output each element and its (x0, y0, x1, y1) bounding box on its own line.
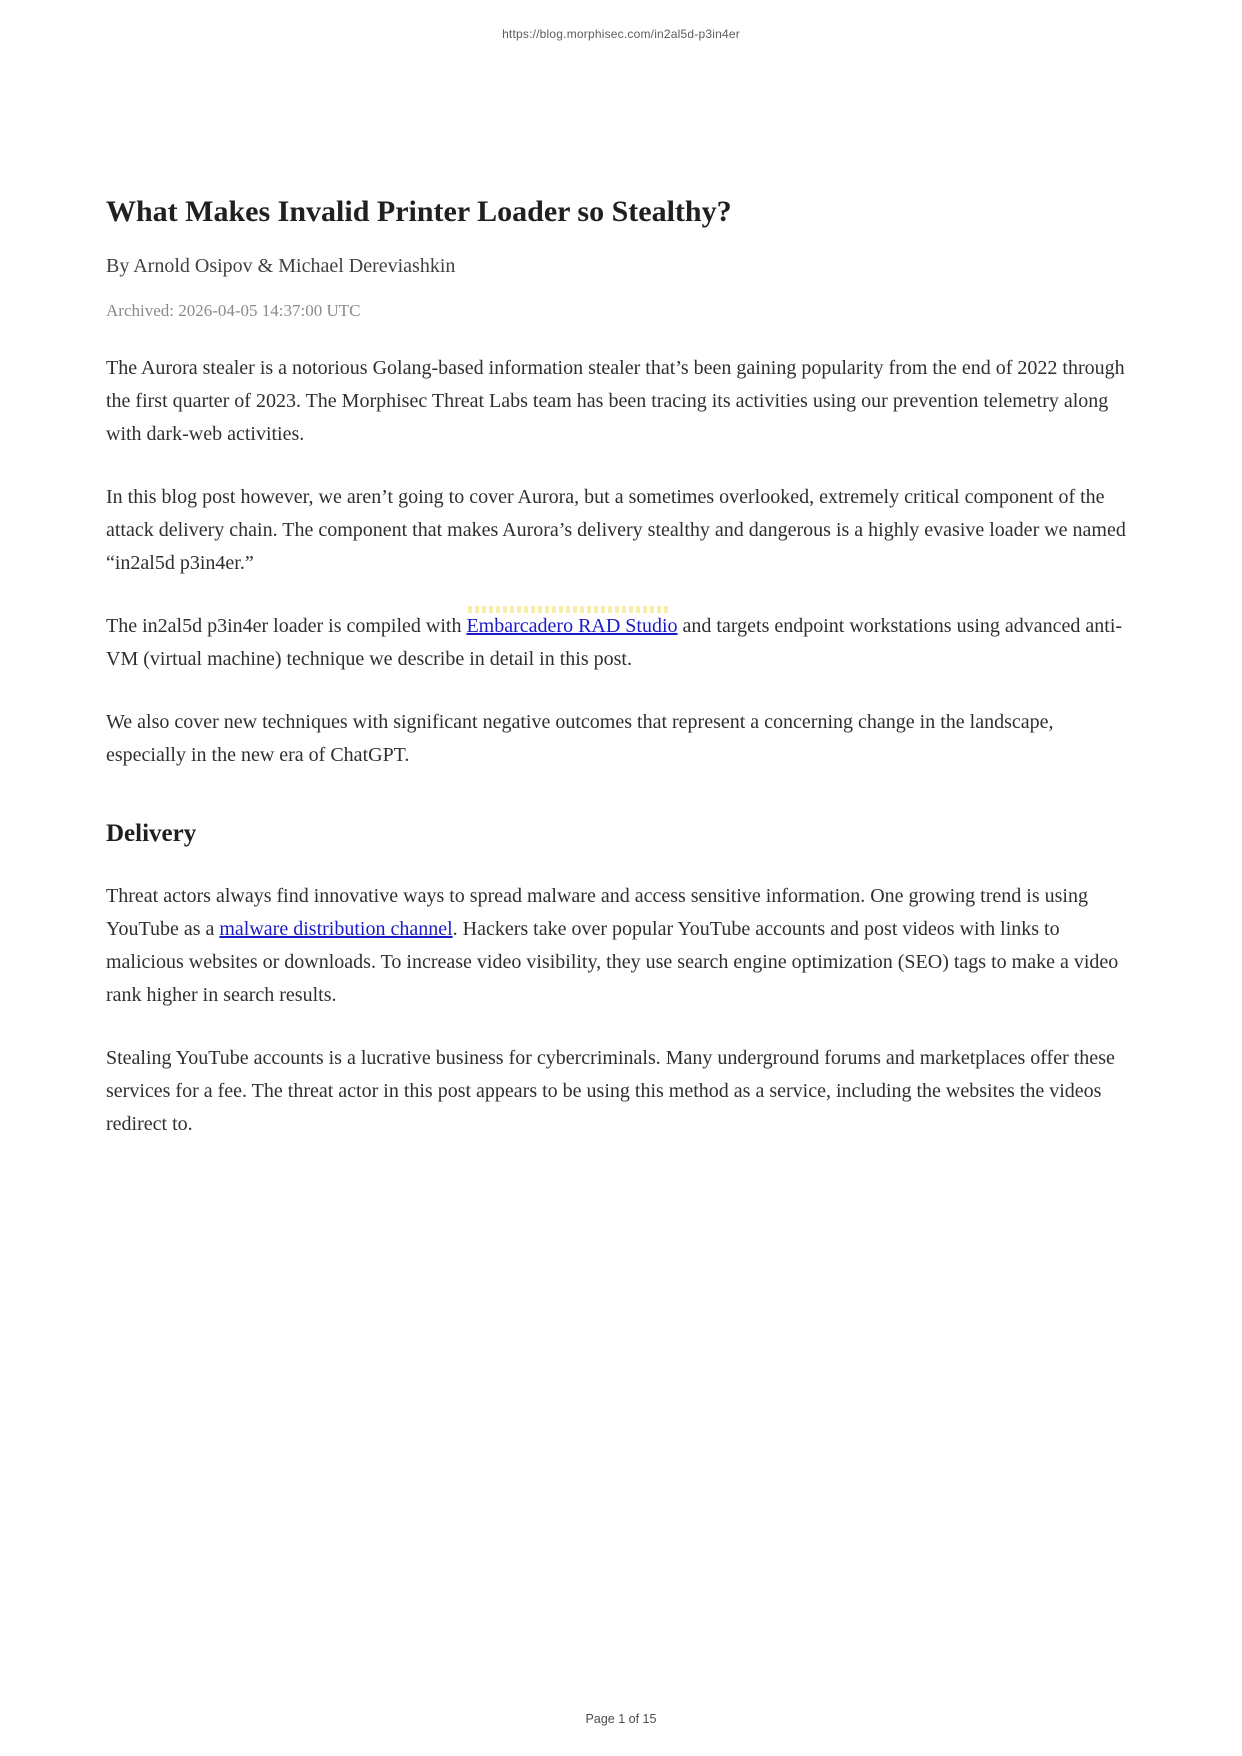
article-content (106, 41, 1136, 1141)
paragraph-new-techniques (106, 706, 1136, 772)
link-label: Embarcadero RAD Studio (466, 615, 678, 637)
page-title: What Makes Invalid Printer Loader so Stealthy? (106, 195, 732, 228)
byline: By Arnold Osipov & Michael Dereviashkin (106, 255, 456, 277)
link-label: malware distribution channel (219, 918, 453, 940)
source-url-text: https://blog.morphisec.com/in2al5d-p3in4er (502, 27, 740, 41)
paragraph-text: We also cover new techniques with significant negative outcomes that represent a concerning change in the landscape, especially in the new era of ChatGPT. (106, 711, 1054, 766)
paragraph-text: . Hackers take over popular YouTube accounts and post videos with links to malicious websites or downloads. To increase video visibility, they use search engine optimization (SEO) tags to make a video rank higher in search results. (106, 918, 1119, 1006)
paragraph-text: In this blog post however, we aren’t going to cover Aurora, but a sometimes overlooked, extremely critical component of the attack delivery chain. The component that makes Aurora’s delivery stealthy and dangerous is a highly evasive loader we named “in2al5d p3in4er.” (106, 486, 1126, 574)
paragraph-text: and targets endpoint workstations using advanced anti-VM (virtual machine) technique we describe in detail in this post. (106, 615, 1123, 670)
link-embarcadero-rad-studio[interactable] (466, 615, 677, 637)
page-footer (0, 1712, 1242, 1726)
paragraph-loader-overview (106, 481, 1136, 580)
section-heading-delivery: Delivery (106, 820, 197, 847)
url-header (0, 27, 1242, 41)
paragraph-text: The Aurora stealer is a notorious Golang-based information stealer that’s been gaining popularity from the end of 2022 through the first quarter of 2023. The Morphisec Threat Labs team has been tracing its activities using our prevention telemetry along with dark-web activities. (106, 357, 1125, 445)
link-url-annotation (468, 606, 667, 613)
paragraph-aurora-intro (106, 352, 1136, 451)
paragraph-compiler (106, 610, 1136, 676)
link-malware-distribution-channel[interactable] (219, 918, 452, 940)
paragraph-youtube-trend (106, 880, 1136, 1012)
paragraph-text: Stealing YouTube accounts is a lucrative business for cybercriminals. Many underground forums and marketplaces offer these services for a fee. The threat actor in this post appears to be using this method as a service, including the websites the videos redirect to. (106, 1047, 1115, 1135)
paragraph-stolen-accounts (106, 1042, 1136, 1141)
page-indicator: Page 1 of 15 (585, 1712, 657, 1726)
paragraph-text: The in2al5d p3in4er loader is compiled with (106, 615, 467, 637)
archived-timestamp: Archived: 2026-04-05 14:37:00 UTC (106, 301, 361, 320)
paragraph-text: Threat actors always find innovative ways to spread malware and access sensitive information. One growing trend is using YouTube as a (106, 885, 1088, 940)
